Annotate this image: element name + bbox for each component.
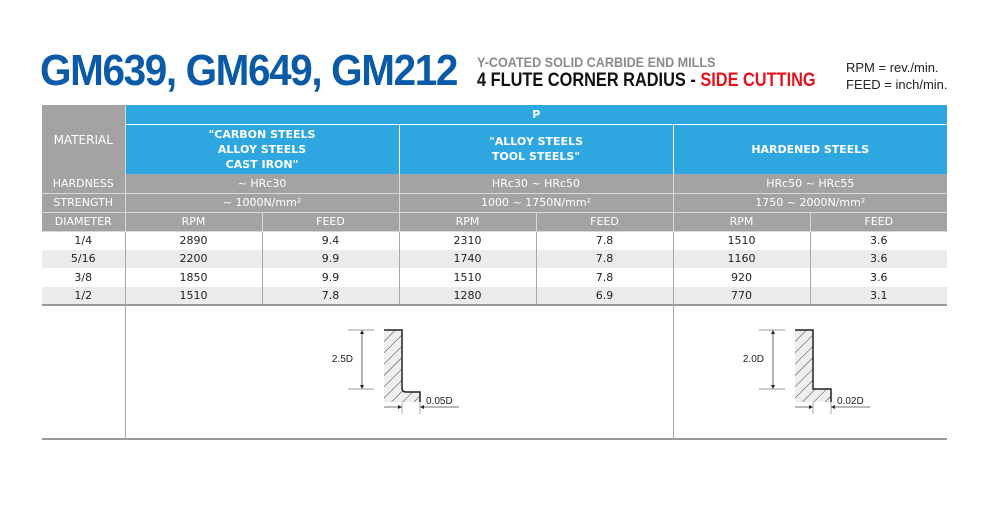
svg-text:2.5D: 2.5D (331, 354, 353, 365)
hardness-value: ~ HRc30 (125, 174, 399, 193)
feed-header: FEED (536, 212, 673, 231)
hardness-value: HRc50 ~ HRc55 (673, 174, 947, 193)
diameter-cell: 3/8 (74, 270, 93, 284)
rpm-cell: 1850 (125, 268, 262, 287)
side-cutting-label: SIDE CUTTING (700, 70, 816, 91)
diagram-empty-cell (42, 305, 125, 439)
feed-cell: 3.6 (810, 268, 947, 287)
diameter-cell: 5/16 (42, 250, 125, 269)
rpm-header: RPM (673, 212, 810, 231)
diameter-cell: 1/2 (42, 287, 125, 306)
rpm-cell: 1280 (399, 287, 536, 306)
feed-cell: 3.6 (810, 250, 947, 269)
material-carbon-steels: "CARBON STEELS ALLOY STEELS CAST IRON" (125, 124, 399, 174)
rpm-cell: 1160 (673, 250, 810, 269)
product-title: GM639, GM649, GM212 (40, 46, 458, 95)
product-type (477, 70, 816, 92)
hardness-value: HRc30 ~ HRc50 (399, 174, 673, 193)
feed-cell: 7.8 (536, 250, 673, 269)
strength-value: 1750 ~ 2000N/mm² (673, 193, 947, 212)
product-type-prefix: 4 FLUTE CORNER RADIUS - (477, 70, 701, 91)
rpm-header: RPM (399, 212, 536, 231)
feed-cell: 9.4 (262, 231, 399, 250)
rpm-cell: 1510 (399, 268, 536, 287)
strength-label: STRENGTH (42, 193, 125, 212)
feed-header: FEED (262, 212, 399, 231)
feed-cell: 7.8 (536, 231, 673, 250)
cutting-profile-icon (735, 322, 885, 422)
svg-text:0.02D: 0.02D (837, 396, 864, 407)
feed-cell: 7.8 (262, 287, 399, 306)
feed-cell: 6.9 (536, 287, 673, 306)
material-alloy-steels: "ALLOY STEELS TOOL STEELS" (399, 124, 673, 174)
rpm-cell: 1740 (399, 250, 536, 269)
rpm-cell: 2890 (125, 231, 262, 250)
diameter-label: DIAMETER (42, 212, 125, 231)
rpm-cell: 2200 (125, 250, 262, 269)
hardness-label: HARDNESS (42, 174, 125, 193)
units-legend (846, 59, 948, 93)
cutting-profile-icon (324, 322, 474, 422)
feed-legend: FEED = inch/min. (846, 77, 948, 92)
rpm-cell: 920 (673, 268, 810, 287)
feed-cell: 9.9 (262, 250, 399, 269)
cutting-depth-diagram-2 (673, 305, 947, 439)
strength-value: ~ 1000N/mm² (125, 193, 399, 212)
rpm-cell: 770 (673, 287, 810, 306)
product-subtitle: Y-COATED SOLID CARBIDE END MILLS (477, 54, 716, 70)
table-row (42, 231, 947, 250)
feed-header: FEED (810, 212, 947, 231)
material-group-p: P (125, 105, 947, 124)
material-label: MATERIAL (42, 105, 125, 174)
svg-text:2.0D: 2.0D (743, 354, 765, 365)
feed-cell: 3.1 (810, 287, 947, 306)
rpm-cell: 2310 (399, 231, 536, 250)
table-row (42, 250, 947, 269)
table-row (42, 287, 947, 306)
rpm-cell: 1510 (673, 231, 810, 250)
cutting-depth-diagram-1 (125, 305, 673, 439)
rpm-cell: 1510 (125, 287, 262, 306)
cutting-conditions-table (42, 105, 947, 440)
strength-value: 1000 ~ 1750N/mm² (399, 193, 673, 212)
material-hardened-steels: HARDENED STEELS (673, 124, 947, 174)
rpm-legend: RPM = rev./min. (846, 60, 939, 75)
feed-cell: 7.8 (536, 268, 673, 287)
table-row (42, 268, 947, 287)
diameter-cell: 1/4 (74, 234, 93, 247)
rpm-header: RPM (125, 212, 262, 231)
feed-cell: 3.6 (810, 231, 947, 250)
feed-cell: 9.9 (262, 268, 399, 287)
svg-text:0.05D: 0.05D (426, 396, 453, 407)
